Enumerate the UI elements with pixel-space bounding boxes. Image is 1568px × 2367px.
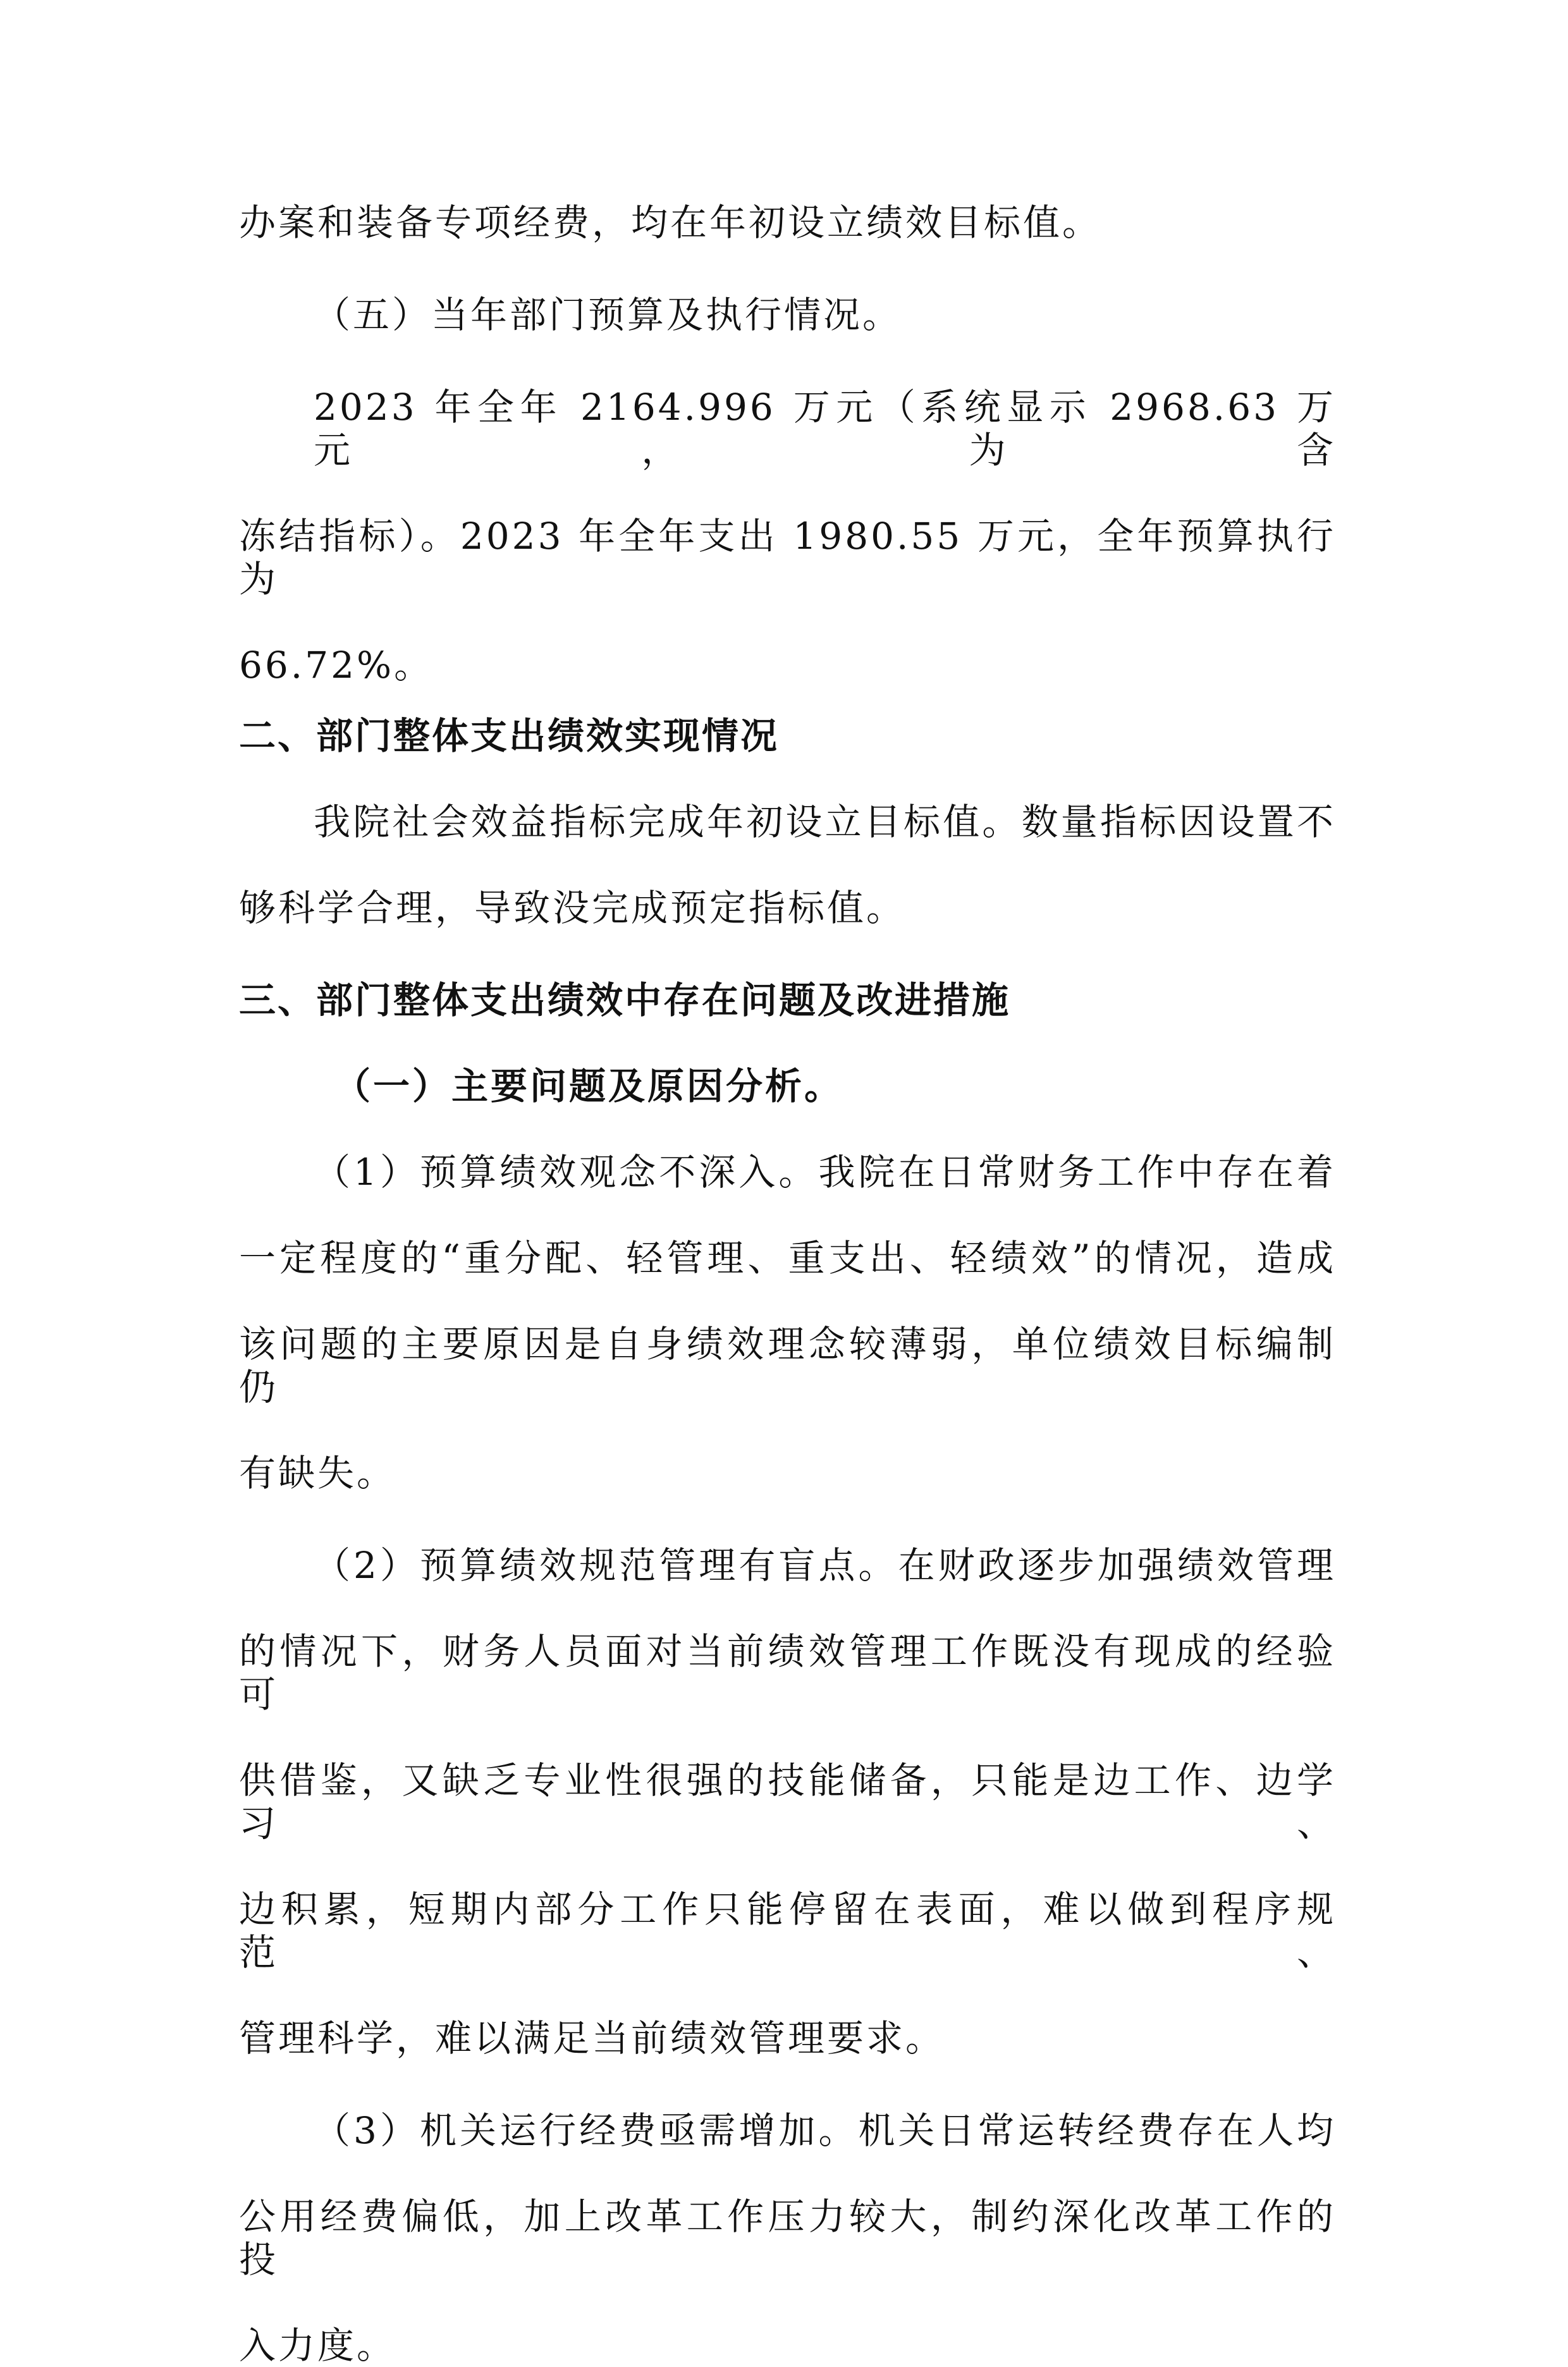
document-body: [239, 201, 1336, 2367]
paragraph-line: 够科学合理，导致没完成预定指标值。: [239, 886, 906, 929]
paragraph-line: 办案和装备专项经费，均在年初设立绩效目标值。: [239, 201, 1102, 244]
subsection-heading-one: （一）主要问题及原因分析。: [334, 1065, 844, 1108]
paragraph-line: 2023 年全年 2164.996 万元（系统显示 2968.63 万元，为含: [314, 386, 1336, 472]
paragraph-line: （2）预算绩效规范管理有盲点。在财政逐步加强绩效管理: [314, 1544, 1336, 1587]
paragraph-line: （1）预算绩效观念不深入。我院在日常财务工作中存在着: [314, 1151, 1336, 1194]
paragraph-line: 管理科学，难以满足当前绩效管理要求。: [239, 2017, 945, 2060]
paragraph-line: 有缺失。: [239, 1452, 396, 1495]
section-subheading-five: （五）当年部门预算及执行情况。: [314, 293, 902, 336]
paragraph-line: 的情况下，财务人员面对当前绩效管理工作既没有现成的经验可: [239, 1630, 1336, 1716]
paragraph-line: 边积累，短期内部分工作只能停留在表面，难以做到程序规范、: [239, 1888, 1336, 1974]
paragraph-line: 66.72%。: [239, 644, 434, 687]
paragraph-line: 一定程度的“重分配、轻管理、重支出、轻绩效”的情况，造成: [239, 1237, 1336, 1280]
paragraph-line: 该问题的主要原因是自身绩效理念较薄弱，单位绩效目标编制仍: [239, 1323, 1336, 1409]
paragraph-line: 冻结指标）。2023 年全年支出 1980.55 万元，全年预算执行为: [239, 515, 1336, 601]
section-heading-two: 二、部门整体支出绩效实现情况: [239, 714, 780, 757]
paragraph-line: 入力度。: [239, 2324, 396, 2367]
paragraph-line: （3）机关运行经费亟需增加。机关日常运转经费存在人均: [314, 2109, 1336, 2152]
paragraph-line: 供借鉴，又缺乏专业性很强的技能储备，只能是边工作、边学习、: [239, 1759, 1336, 1845]
paragraph-line: 公用经费偏低，加上改革工作压力较大，制约深化改革工作的投: [239, 2195, 1336, 2281]
section-heading-three: 三、部门整体支出绩效中存在问题及改进措施: [239, 979, 1011, 1022]
paragraph-line: 我院社会效益指标完成年初设立目标值。数量指标因设置不: [314, 800, 1336, 843]
